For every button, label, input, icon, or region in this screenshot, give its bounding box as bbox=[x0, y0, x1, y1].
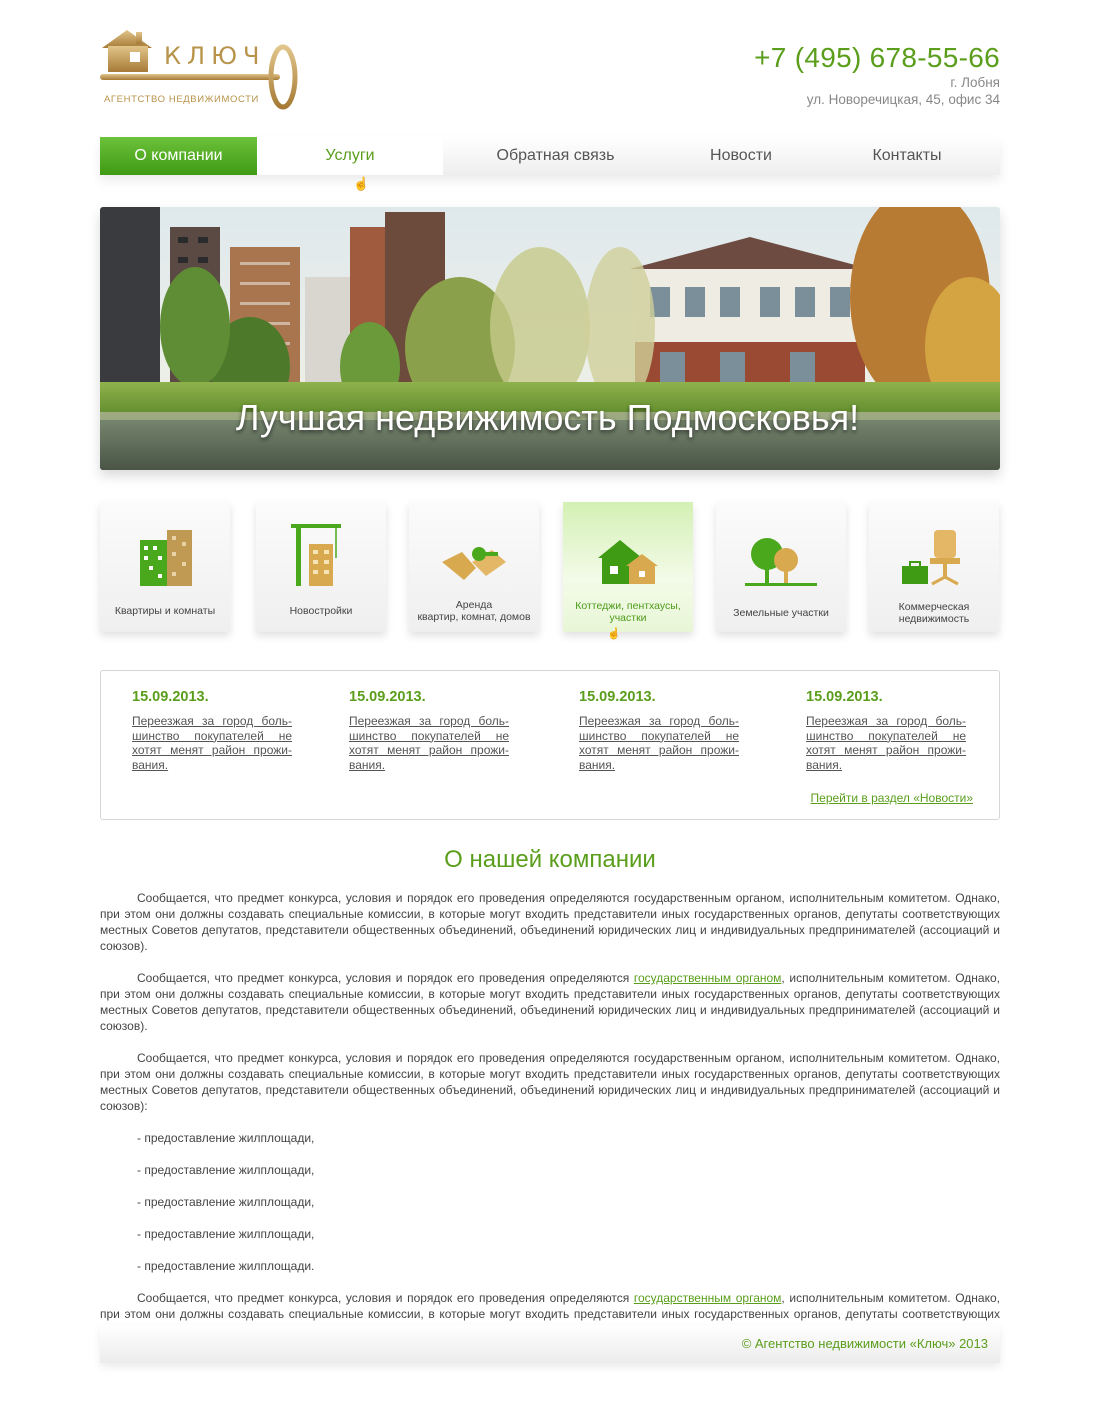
city: г. Лобня bbox=[950, 75, 1000, 90]
list-item: - предоставление жилплощади, bbox=[137, 1163, 315, 1177]
hero-banner bbox=[100, 207, 1000, 470]
news-item bbox=[806, 689, 966, 772]
list-item: - предоставление жилплощади, bbox=[137, 1131, 315, 1145]
news-date: 15.09.2013. bbox=[349, 689, 426, 705]
news-item bbox=[349, 689, 509, 772]
banner-caption: Лучшая недвижимость Подмосковья! bbox=[235, 397, 860, 438]
service-label-line1: Коттеджи, пентхаусы, bbox=[575, 600, 681, 612]
service-tile-apartments[interactable] bbox=[100, 502, 230, 632]
news-date: 15.09.2013. bbox=[132, 689, 209, 705]
service-tile-commercial[interactable] bbox=[869, 502, 999, 632]
service-label: Новостройки bbox=[289, 605, 353, 617]
service-label-line2: недвижимость bbox=[898, 613, 970, 625]
service-tiles bbox=[100, 502, 1000, 632]
nav-item-about[interactable]: О компании bbox=[100, 137, 257, 175]
nav-item-feedback[interactable]: Обратная связь bbox=[496, 147, 615, 164]
news-block bbox=[100, 670, 1000, 820]
houses-icon bbox=[588, 522, 668, 592]
service-label: Земельные участки bbox=[733, 607, 829, 619]
service-tile-land[interactable] bbox=[716, 502, 846, 632]
copyright: © Агентство недвижимости «Ключ» 2013 bbox=[741, 1336, 988, 1351]
news-link[interactable]: Переезжая за город боль-шинство покупателей не хотят менят район прожи-вания. bbox=[132, 714, 292, 772]
news-link[interactable]: Переезжая за город боль-шинство покупателей не хотят менят район прожи-вания. bbox=[349, 714, 509, 772]
text: , исполнительным комитетом. Однако, при этом они должны создавать специальные комиссии, в которые могут входить представители иных государственных органов, депутаты соответствующих bbox=[100, 1291, 1000, 1321]
phone-number[interactable]: +7 (495) 678-55-66 bbox=[754, 42, 1000, 73]
news-link[interactable]: Переезжая за город боль-шинство покупателей не хотят менят район прожи-вания. bbox=[806, 714, 966, 772]
office-chair-icon bbox=[894, 522, 974, 592]
text: Сообщается, что предмет конкурса, условия и порядок его проведения определяются bbox=[137, 971, 634, 985]
service-tile-cottages[interactable] bbox=[563, 502, 693, 632]
service-label-line1: Аренда bbox=[455, 599, 493, 611]
header-contacts bbox=[754, 42, 1000, 108]
about-paragraph: Сообщается, что предмет конкурса, условия и порядок его проведения определяются государственным органом, исполнительным комитетом. Однако, при этом они должны создавать специальные комиссии, в которые могут входить представители иных государственных органов, депутаты соответствующих местных Советов депутатов, представители общественных объединений, объединений юридических лиц и индивидуальных предпринимателей (ассоциаций и союзов): bbox=[100, 1051, 1000, 1113]
news-item bbox=[579, 689, 739, 772]
about-text bbox=[100, 890, 1000, 1370]
apartments-icon bbox=[125, 522, 205, 592]
service-tile-new-buildings[interactable] bbox=[256, 502, 386, 632]
service-label-line1: Коммерческая bbox=[898, 601, 970, 613]
main-nav bbox=[100, 137, 1000, 175]
address: ул. Новоречицкая, 45, офис 34 bbox=[806, 92, 1000, 107]
logo[interactable] bbox=[100, 28, 300, 112]
brand-name: КЛЮЧ bbox=[164, 42, 266, 70]
brand-tagline: АГЕНТСТВО НЕДВИЖИМОСТИ bbox=[104, 94, 259, 105]
footer bbox=[100, 1325, 1000, 1363]
news-date: 15.09.2013. bbox=[579, 689, 656, 705]
nav-item-news[interactable]: Новости bbox=[710, 147, 772, 164]
news-more-link[interactable]: Перейти в раздел «Новости» bbox=[810, 791, 973, 805]
nav-item-contacts[interactable]: Контакты bbox=[872, 147, 942, 164]
list-item: - предоставление жилплощади, bbox=[137, 1195, 315, 1209]
inline-link[interactable]: государственным органом bbox=[633, 1291, 782, 1305]
list-item: - предоставление жилплощади, bbox=[137, 1227, 315, 1241]
text: Сообщается, что предмет конкурса, условия и порядок его проведения определяются bbox=[137, 1291, 634, 1305]
list-item: - предоставление жилплощади. bbox=[137, 1259, 315, 1273]
about-title: О нашей компании bbox=[444, 846, 656, 873]
news-item bbox=[132, 689, 292, 772]
inline-link[interactable]: государственным органом bbox=[633, 971, 782, 985]
service-tile-rent[interactable] bbox=[409, 502, 539, 632]
hand-cursor-icon: ☝ bbox=[607, 628, 621, 640]
text: , исполнительным комитетом. Однако, при этом они должны создавать специальные комиссии, в которые могут входить представители иных государственных органов, депутаты соответствующих местных Советов депутатов, представители общественных объединений, объединений юридических лиц и индивидуальных предпринимателей (ассоциаций и союзов). bbox=[100, 971, 1000, 1033]
service-label-line2: квартир, комнат, домов bbox=[417, 611, 531, 623]
about-paragraph bbox=[100, 970, 1000, 1034]
trees-icon bbox=[741, 522, 821, 592]
hand-cursor-icon: ☝ bbox=[353, 176, 370, 191]
handshake-key-icon bbox=[434, 522, 514, 592]
service-label: Квартиры и комнаты bbox=[114, 605, 216, 617]
crane-building-icon bbox=[281, 522, 361, 592]
about-paragraph: Сообщается, что предмет конкурса, условия и порядок его проведения определяются государственным органом, исполнительным комитетом. Однако, при этом они должны создавать специальные комиссии, в которые могут входить представители иных государственных органов, депутаты соответствующих местных Советов депутатов, представители общественных объединений, объединений юридических лиц и индивидуальных предпринимателей (ассоциаций и союзов). bbox=[100, 891, 1000, 953]
service-label-line2: участки bbox=[609, 612, 647, 624]
news-link[interactable]: Переезжая за город боль-шинство покупателей не хотят менят район прожи-вания. bbox=[579, 714, 739, 772]
nav-item-services[interactable]: Услуги bbox=[257, 137, 443, 175]
news-date: 15.09.2013. bbox=[806, 689, 883, 705]
